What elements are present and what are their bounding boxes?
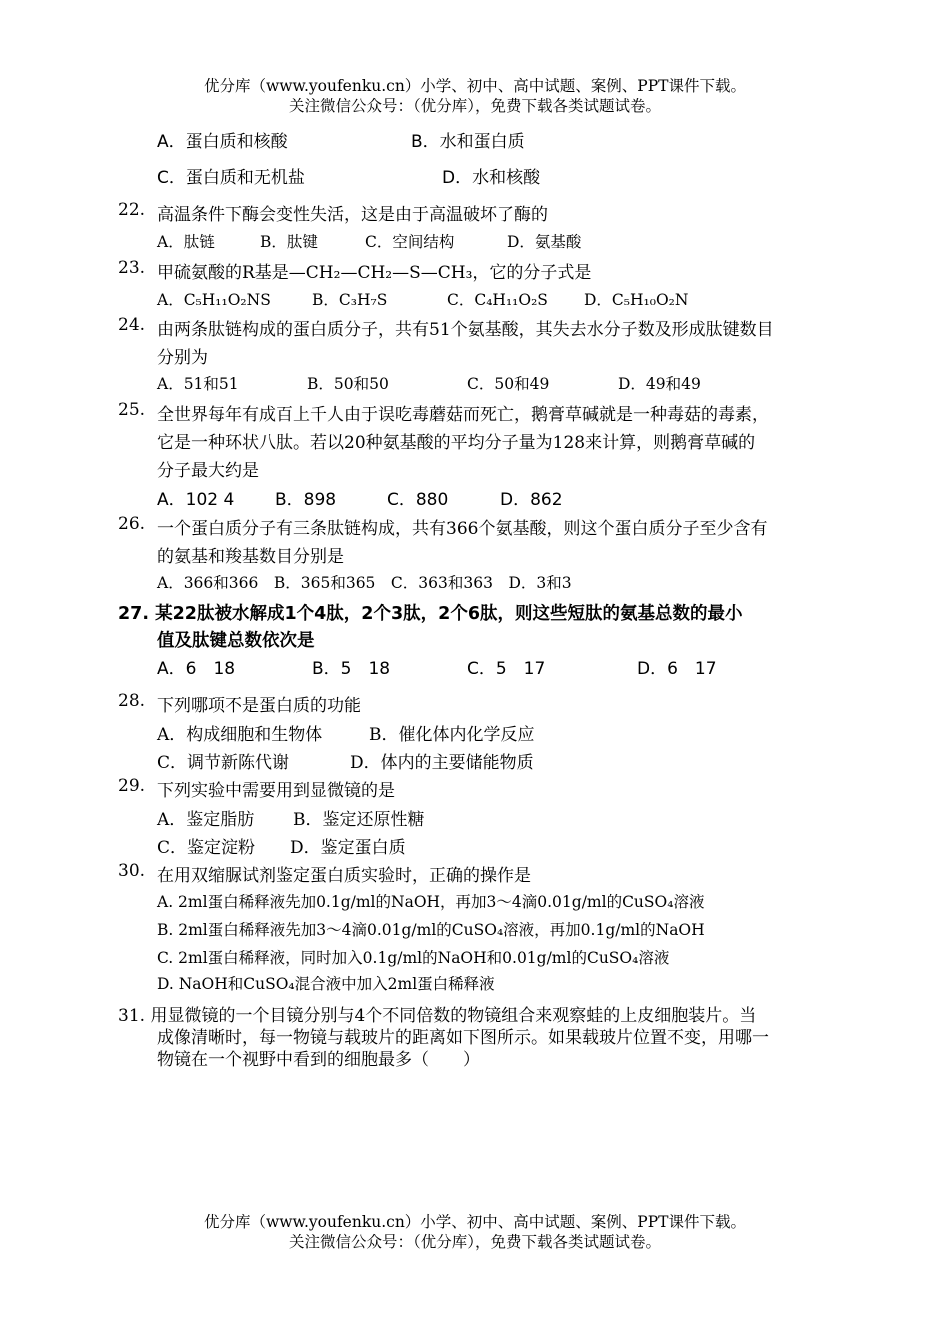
q25-stem-line-3: 分子最大约是: [157, 461, 259, 481]
q30-number: 30.: [118, 861, 146, 881]
q21-option-b: B．水和蛋白质: [411, 132, 525, 152]
q21-option-a: A．蛋白质和核酸: [157, 132, 288, 152]
q27-stem-line-1: 27. 某22肽被水解成1个4肽，2个3肽，2个6肽，则这些短肽的氨基总数的最小: [118, 604, 743, 624]
q24-stem-line-1: 由两条肽链构成的蛋白质分子，共有51个氨基酸，其失去水分子数及形成肽键数目: [157, 320, 774, 340]
q29-number: 29.: [118, 776, 146, 796]
q22-number: 22.: [118, 200, 146, 220]
q26-number: 26.: [118, 514, 146, 534]
header-line-2: 关注微信公众号：（优分库），免费下载各类试题试卷。: [288, 97, 661, 115]
q28-option-a: A．构成细胞和生物体: [157, 725, 323, 745]
q26-stem-line-2: 的氨基和羧基数目分别是: [157, 547, 344, 567]
q25-option-b: B．898: [275, 490, 337, 510]
q22-option-b: B．肽键: [260, 233, 318, 251]
q27-option-b: B．5 18: [312, 659, 391, 679]
q21-option-d: D．水和核酸: [442, 168, 541, 188]
q28-stem: 下列哪项不是蛋白质的功能: [157, 696, 361, 716]
q23-option-d: D．C₅H₁₀O₂N: [584, 291, 689, 309]
q30-option-a: A. 2ml蛋白稀释液先加0.1g/ml的NaOH，再加3～4滴0.01g/ml的CuSO₄溶液: [157, 893, 705, 911]
q21-option-c: C．蛋白质和无机盐: [157, 168, 305, 188]
q30-option-c: C. 2ml蛋白稀释液，同时加入0.1g/ml的NaOH和0.01g/ml的CuSO₄溶液: [157, 949, 670, 967]
q26-stem-line-1: 一个蛋白质分子有三条肽链构成，共有366个氨基酸，则这个蛋白质分子至少含有: [157, 519, 768, 539]
q28-number: 28.: [118, 691, 146, 711]
q30-option-d: D. NaOH和CuSO₄混合液中加入2ml蛋白稀释液: [157, 975, 495, 993]
q23-option-b: B．C₃H₇S: [312, 291, 388, 309]
q27-option-a: A．6 18: [157, 659, 236, 679]
q31-stem-line-3: 物镜在一个视野中看到的细胞最多（ ）: [157, 1050, 480, 1070]
q24-option-a: A．51和51: [157, 375, 239, 393]
q22-stem: 高温条件下酶会变性失活，这是由于高温破坏了酶的: [157, 205, 548, 225]
q24-stem-line-2: 分别为: [157, 348, 208, 368]
q22-option-a: A．肽链: [157, 233, 215, 251]
q29-option-b: B．鉴定还原性糖: [293, 810, 425, 830]
q24-option-c: C．50和49: [467, 375, 550, 393]
q23-number: 23.: [118, 258, 146, 278]
q29-option-c: C．鉴定淀粉: [157, 838, 256, 858]
q22-option-c: C．空间结构: [365, 233, 455, 251]
q27-option-d: D．6 17: [637, 659, 717, 679]
q25-stem-line-1: 全世界每年有成百上千人由于误吃毒蘑菇而死亡，鹅膏草碱就是一种毒菇的毒素，: [157, 405, 769, 425]
q24-option-b: B．50和50: [307, 375, 389, 393]
q29-option-a: A．鉴定脂肪: [157, 810, 255, 830]
q23-option-c: C．C₄H₁₁O₂S: [447, 291, 548, 309]
q28-option-b: B．催化体内化学反应: [369, 725, 535, 745]
q23-stem: 甲硫氨酸的R基是—CH₂—CH₂—S—CH₃，它的分子式是: [157, 263, 592, 283]
q24-number: 24.: [118, 315, 146, 335]
q22-option-d: D．氨基酸: [507, 233, 582, 251]
q29-option-d: D．鉴定蛋白质: [290, 838, 406, 858]
q31-stem-line-2: 成像清晰时，每一物镜与载玻片的距离如下图所示。如果载玻片位置不变，用哪一: [157, 1028, 769, 1048]
footer-line-2: 关注微信公众号：（优分库），免费下载各类试题试卷。: [288, 1233, 661, 1251]
q23-option-a: A．C₅H₁₁O₂NS: [157, 291, 271, 309]
q28-option-d: D．体内的主要储能物质: [350, 753, 534, 773]
q31-stem-line-1: 31. 用显微镜的一个目镜分别与4个不同倍数的物镜组合来观察蛙的上皮细胞装片。当: [118, 1006, 757, 1026]
q27-option-c: C．5 17: [467, 659, 546, 679]
q25-number: 25.: [118, 400, 146, 420]
q30-stem: 在用双缩脲试剂鉴定蛋白质实验时，正确的操作是: [157, 866, 531, 886]
q27-stem-line-2: 值及肽键总数依次是: [157, 631, 315, 651]
q26-options: A．366和366 B．365和365 C．363和363 D．3和3: [157, 574, 572, 592]
q25-option-c: C．880: [387, 490, 449, 510]
q29-stem: 下列实验中需要用到显微镜的是: [157, 781, 395, 801]
q30-option-b: B. 2ml蛋白稀释液先加3～4滴0.01g/ml的CuSO₄溶液，再加0.1g/ml的NaOH: [157, 921, 705, 939]
header-line-1: 优分库（www.youfenku.cn）小学、初中、高中试题、案例、PPT课件下载。: [203, 77, 747, 95]
q25-stem-line-2: 它是一种环状八肽。若以20种氨基酸的平均分子量为128来计算，则鹅膏草碱的: [157, 433, 756, 453]
q25-option-d: D．862: [500, 490, 563, 510]
q28-option-c: C．调节新陈代谢: [157, 753, 290, 773]
q25-option-a: A．102 4: [157, 490, 235, 510]
q24-option-d: D．49和49: [618, 375, 701, 393]
footer-line-1: 优分库（www.youfenku.cn）小学、初中、高中试题、案例、PPT课件下载。: [203, 1213, 747, 1231]
